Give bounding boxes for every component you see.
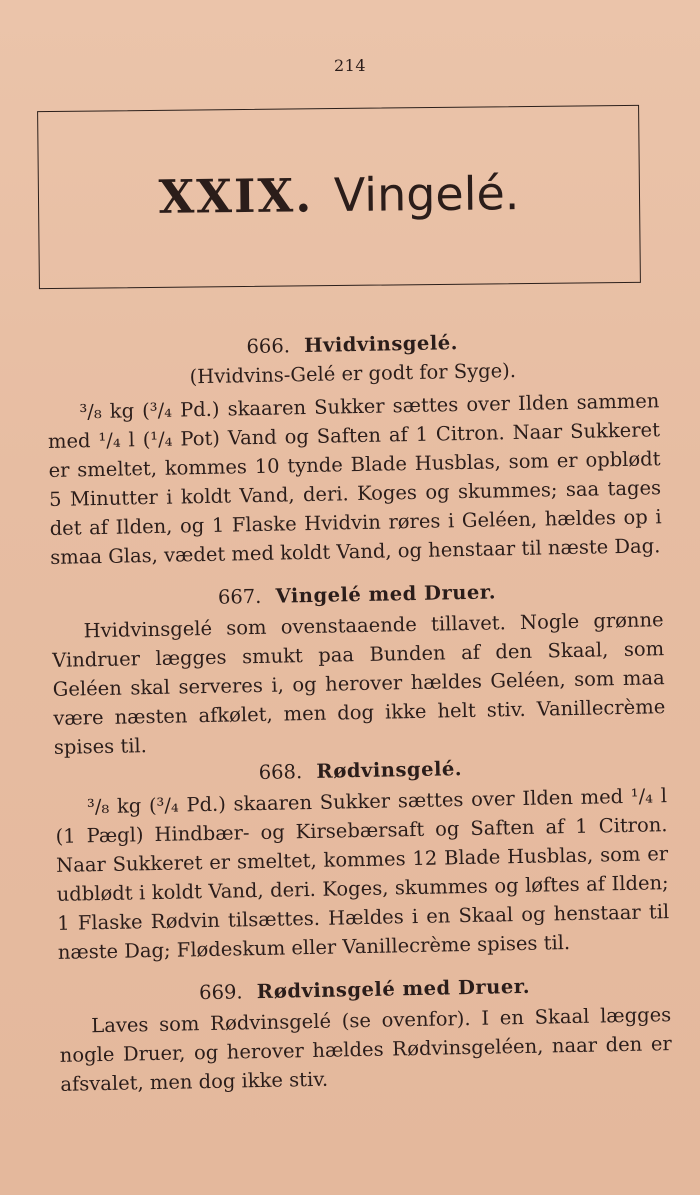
recipe-text: Laves som Rødvinsgelé (se ovenfor). I en Skaal lægges nogle Druer, og herover hældes Rødvinsgeléen, naar den er afsvalet, men dog ikke stiv. — [59, 1003, 672, 1096]
recipe-number: 669. — [198, 980, 243, 1005]
recipe-number: 668. — [258, 760, 303, 784]
page-number: 214 — [333, 56, 367, 75]
recipe-text: Hvidvinsgelé som ovenstaaende tillavet. Nogle grønne Vindruer lægges smukt paa Bunden af den Skaal, som Geléen skal serveres i, og herover hældes Geléen, som maa være næsten afkølet, men dog ikke helt stiv. Vanillecrème spises til. — [52, 608, 666, 759]
chapter-title — [39, 164, 640, 226]
recipe-667 — [51, 574, 666, 762]
recipe-666 — [46, 324, 662, 572]
chapter-title-box — [37, 105, 641, 289]
recipe-number: 667. — [217, 584, 262, 609]
recipe-title: Rødvinsgelé. — [316, 757, 463, 783]
recipe-subtitle: (Hvidvins-Gelé er godt for Syge). — [189, 358, 517, 389]
recipe-title: Vingelé med Druer. — [275, 580, 497, 608]
recipe-668 — [54, 750, 670, 967]
chapter-title-text: Vingelé. — [333, 166, 520, 223]
chapter-roman-numeral: XXIX. — [158, 168, 314, 224]
recipe-title: Rødvinsgelé med Druer. — [256, 974, 531, 1004]
recipe-669 — [58, 969, 672, 1099]
recipe-text: ³/₈ kg (³/₄ Pd.) skaaren Sukker sættes over Ilden med ¹/₄ l (1 Pægl) Hindbær- og Kirsebærsaft og Saften af 1 Citron. Naar Sukkeret er smeltet, kommes 12 Blade Husblas, som er udblødt i koldt Vand, deri. Koges, skummes og løftes af Ilden; 1 Flaske Rødvin tilsættes. Hældes i en Skaal og henstaar til næste Dag; Flødeskum eller Vanillecrème spises til. — [55, 784, 670, 964]
recipe-text: ³/₈ kg (³/₄ Pd.) skaaren Sukker sættes over Ilden sammen med ¹/₄ l (¹/₄ Pot) Vand og Saften af 1 Citron. Naar Sukkeret er smeltet, kommes 10 tynde Blade Husblas, som er opblødt 5 Minutter i koldt Vand, deri. Koges og skummes; saa tages det af Ilden, og 1 Flaske Hvidvin røres i Geléen, hældes op i smaa Glas, vædet med koldt Vand, og henstaar til næste Dag. — [47, 389, 662, 569]
recipe-title: Hvidvinsgelé. — [303, 331, 459, 358]
recipe-number: 666. — [246, 334, 291, 359]
recipe-content — [46, 324, 673, 1099]
